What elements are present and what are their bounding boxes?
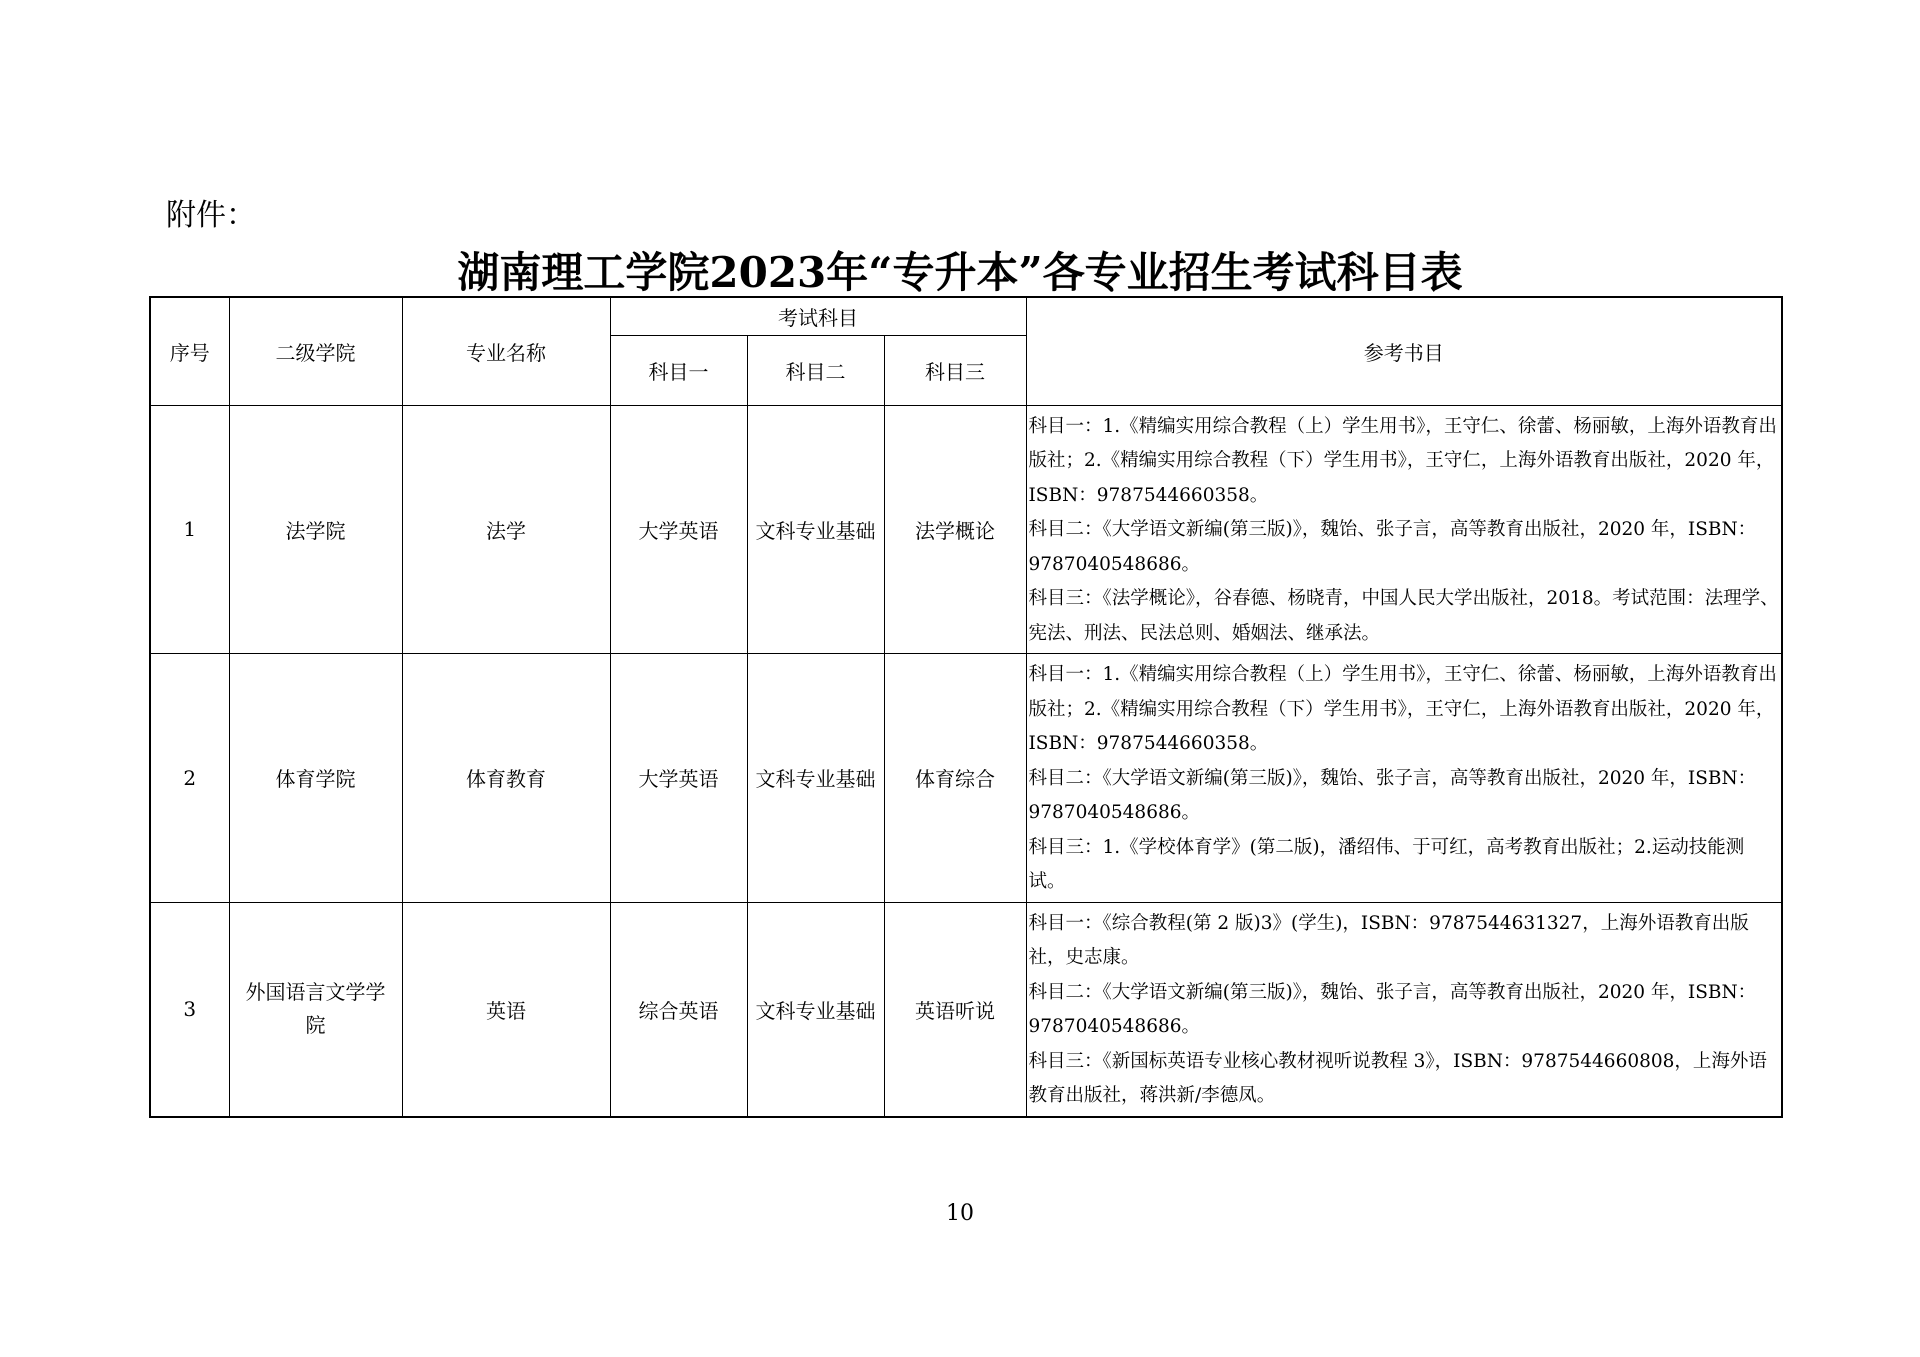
- reference-item: 科目二：《大学语文新编(第三版)》，魏饴、张子言，高等教育出版社，2020 年，ISBN：9787040548686。: [1028, 767, 1757, 823]
- attachment-label: 附件：: [166, 198, 256, 233]
- table-row: [150, 902, 1782, 1117]
- header-subject3: 科目三: [884, 335, 1026, 405]
- row-references: [1026, 902, 1782, 1117]
- reference-item: 科目三：1.《学校体育学》(第二版)，潘绍伟、于可红，高考教育出版社；2.运动技能测试。: [1028, 836, 1745, 892]
- row-subject2: 文科专业基础: [747, 405, 884, 654]
- reference-item: 科目二：《大学语文新编(第三版)》，魏饴、张子言，高等教育出版社，2020 年，ISBN：9787040548686。: [1028, 519, 1757, 575]
- exam-subjects-table: [149, 296, 1783, 1118]
- header-subject1: 科目一: [610, 335, 747, 405]
- row-subject3: 体育综合: [884, 654, 1026, 903]
- row-subject1: 综合英语: [610, 902, 747, 1117]
- row-college: [229, 902, 402, 1117]
- header-subject2: 科目二: [747, 335, 884, 405]
- row-index: 2: [150, 654, 229, 903]
- row-subject2: 文科专业基础: [747, 902, 884, 1117]
- row-subject1: 大学英语: [610, 405, 747, 654]
- row-index: 1: [150, 405, 229, 654]
- reference-item: 科目一：《综合教程(第 2 版)3》(学生)，ISBN：9787544631327，上海外语教育出版社，史志康。: [1028, 912, 1749, 968]
- header-college: 二级学院: [229, 297, 402, 405]
- header-major: 专业名称: [402, 297, 610, 405]
- row-major: 英语: [402, 902, 610, 1117]
- header-references: 参考书目: [1026, 297, 1782, 405]
- reference-item: 科目一：1.《精编实用综合教程（上）学生用书》，王守仁、徐蕾、杨丽敏，上海外语教育出版社；2.《精编实用综合教程（下）学生用书》，王守仁，上海外语教育出版社，2020 年，ISBN：9787544660358。: [1028, 415, 1777, 506]
- college-name: 外国语言文学学院: [245, 980, 386, 1037]
- row-index: 3: [150, 902, 229, 1117]
- reference-item: 科目三：《新国标英语专业核心教材视听说教程 3》，ISBN：9787544660808，上海外语教育出版社，蒋洪新/李德凤。: [1028, 1050, 1767, 1106]
- table-row: [150, 654, 1782, 903]
- reference-item: 科目一：1.《精编实用综合教程（上）学生用书》，王守仁、徐蕾、杨丽敏，上海外语教育出版社；2.《精编实用综合教程（下）学生用书》，王守仁，上海外语教育出版社，2020 年，ISBN：9787544660358。: [1028, 664, 1777, 754]
- row-references: [1026, 405, 1782, 654]
- header-index: 序号: [150, 297, 229, 405]
- row-subject3: 英语听说: [884, 902, 1026, 1117]
- document-title: 湖南理工学院2023年“专升本”各专业招生考试科目表: [457, 248, 1463, 297]
- row-major: 法学: [402, 405, 610, 654]
- row-college: 体育学院: [229, 654, 402, 903]
- row-subject2: 文科专业基础: [747, 654, 884, 903]
- row-subject1: 大学英语: [610, 654, 747, 903]
- row-major: 体育教育: [402, 654, 610, 903]
- reference-item: 科目二：《大学语文新编(第三版)》，魏饴、张子言，高等教育出版社，2020 年，ISBN：9787040548686。: [1028, 981, 1757, 1037]
- header-row: [150, 297, 1782, 335]
- row-subject3: 法学概论: [884, 405, 1026, 654]
- row-college: 法学院: [229, 405, 402, 654]
- reference-item: 科目三：《法学概论》，谷春德、杨晓青，中国人民大学出版社，2018。考试范围：法理学、宪法、刑法、民法总则、婚姻法、继承法。: [1028, 588, 1779, 644]
- header-exam-subjects: 考试科目: [610, 297, 1026, 335]
- page-number: 10: [946, 1201, 974, 1226]
- table-row: [150, 405, 1782, 654]
- row-references: [1026, 654, 1782, 903]
